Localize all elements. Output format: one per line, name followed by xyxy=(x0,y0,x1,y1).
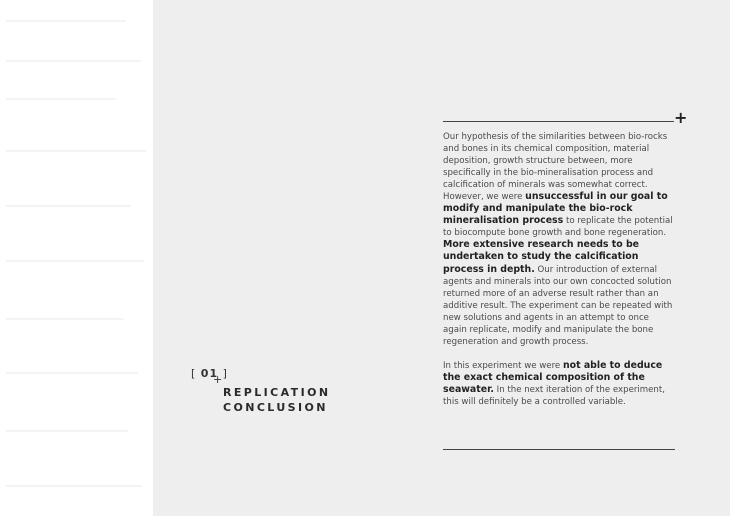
paragraph-1-bold-b: More extensive research needs to be undertaken to study the calcification process in depth. xyxy=(443,239,640,275)
bracket-close: ] xyxy=(218,367,228,380)
faint-bleed-line xyxy=(6,60,141,62)
faint-bleed-line xyxy=(6,318,124,320)
section-title-line2: CONCLUSION xyxy=(223,401,328,414)
faint-bleed-line xyxy=(6,430,128,432)
paragraph-1-text-a: Our hypothesis of the similarities between bio-rocks and bones in its chemical composition, material deposition, growth structure between, more specifically in the bio-mineralisation process and calcification of minerals was somewhat correct. However, we were xyxy=(443,132,668,203)
section-title xyxy=(223,385,330,415)
paragraph-1 xyxy=(443,131,675,348)
bottom-divider xyxy=(443,449,675,450)
paragraph-1-bold-a: unsuccessful in our goal to modify and manipulate the bio-rock mineralisation process xyxy=(443,191,668,227)
faint-bleed-line xyxy=(6,20,126,22)
plus-mark-large: + xyxy=(674,108,688,127)
bracket-open: [ xyxy=(191,367,201,380)
faint-bleed-line xyxy=(6,260,144,262)
faint-bleed-line xyxy=(6,205,131,207)
paragraph-1-text-b: to replicate the potential to biocompute bone growth and bone regeneration. xyxy=(443,216,673,239)
faint-bleed-line xyxy=(6,485,142,487)
paragraph-2-text-b: In the next iteration of the experiment, this will definitely be a controlled variable. xyxy=(443,384,665,407)
paragraph-1-text-c: Our introduction of external agents and minerals into our own concocted solution returned more of an adverse result rather than an additive result. The experiment can be repeated with new solutions and agents in an attempt to once again replicate, modify and manipulate the bone regeneration and growth process. xyxy=(443,264,673,347)
top-divider xyxy=(443,121,674,122)
section-title-line1: REPLICATION xyxy=(223,386,331,399)
faint-bleed-line xyxy=(6,150,146,152)
faint-bleed-line xyxy=(6,98,116,100)
plus-mark-small: + xyxy=(213,373,223,386)
conclusion-body xyxy=(443,131,675,408)
section-number-value: 01 xyxy=(200,367,219,380)
paragraph-2 xyxy=(443,360,675,408)
section-number xyxy=(191,367,228,380)
left-margin-panel xyxy=(0,0,153,516)
paragraph-2-bold-a: not able to deduce the exact chemical composition of the seawater. xyxy=(443,359,663,395)
faint-bleed-line xyxy=(6,372,138,374)
paragraph-2-text-a: In this experiment we were xyxy=(443,360,563,371)
